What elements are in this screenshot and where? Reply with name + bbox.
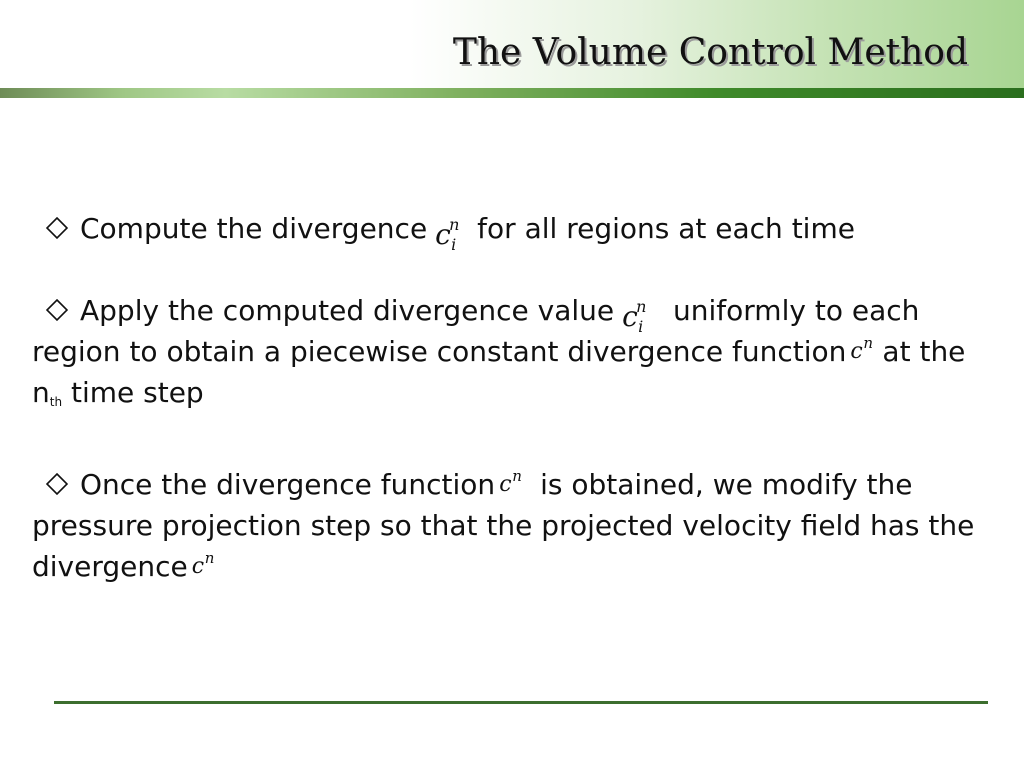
symbol-c: c bbox=[191, 554, 205, 579]
symbol-c: c bbox=[850, 339, 863, 364]
bullet-2-text-end: time step bbox=[70, 376, 204, 409]
symbol-c-n bbox=[850, 334, 878, 364]
diamond-bullet-icon bbox=[46, 217, 68, 239]
bullet-1 bbox=[32, 208, 982, 254]
symbol-c-i-n bbox=[622, 294, 656, 336]
bullet-2 bbox=[32, 290, 982, 423]
symbol-sup-n: n bbox=[863, 334, 874, 352]
symbol-c-n bbox=[191, 549, 220, 579]
symbol-c-i-n bbox=[435, 212, 469, 254]
symbol-c: c bbox=[622, 300, 638, 333]
diamond-bullet-icon bbox=[46, 473, 68, 495]
symbol-sup-n: n bbox=[204, 549, 215, 567]
spacer bbox=[32, 423, 982, 464]
diamond-bullet-icon bbox=[46, 299, 68, 321]
symbol-sub-i: i bbox=[638, 317, 644, 336]
symbol-sup-n: n bbox=[512, 467, 522, 485]
subscript-th: th bbox=[49, 395, 63, 409]
header-rule bbox=[0, 88, 1024, 98]
slide-body bbox=[32, 208, 982, 587]
footer-rule bbox=[54, 701, 988, 704]
bullet-2-text-after-sym: at the n bbox=[32, 335, 966, 409]
bullet-2-text-before: Apply the computed divergence value bbox=[80, 294, 615, 327]
bullet-3-text-before: Once the divergence function bbox=[80, 468, 496, 501]
symbol-c: c bbox=[499, 472, 512, 497]
symbol-sup-n: n bbox=[449, 215, 460, 234]
spacer bbox=[32, 249, 982, 290]
slide-title: The Volume Control Method bbox=[452, 32, 968, 73]
bullet-1-text-before: Compute the divergence bbox=[80, 212, 428, 245]
bullet-2-text-mid: uniformly to each region to obtain a piecewise constant divergence function bbox=[32, 294, 920, 368]
symbol-sub-i: i bbox=[451, 235, 457, 254]
symbol-sup-n: n bbox=[636, 297, 647, 316]
bullet-3 bbox=[32, 464, 982, 587]
bullet-3-text-after: is obtained, we modify the pressure projection step so that the projected velocity field has the divergence bbox=[32, 468, 975, 583]
symbol-c-n bbox=[499, 467, 527, 497]
symbol-c: c bbox=[435, 218, 451, 251]
bullet-1-text-after: for all regions at each time bbox=[477, 212, 855, 245]
